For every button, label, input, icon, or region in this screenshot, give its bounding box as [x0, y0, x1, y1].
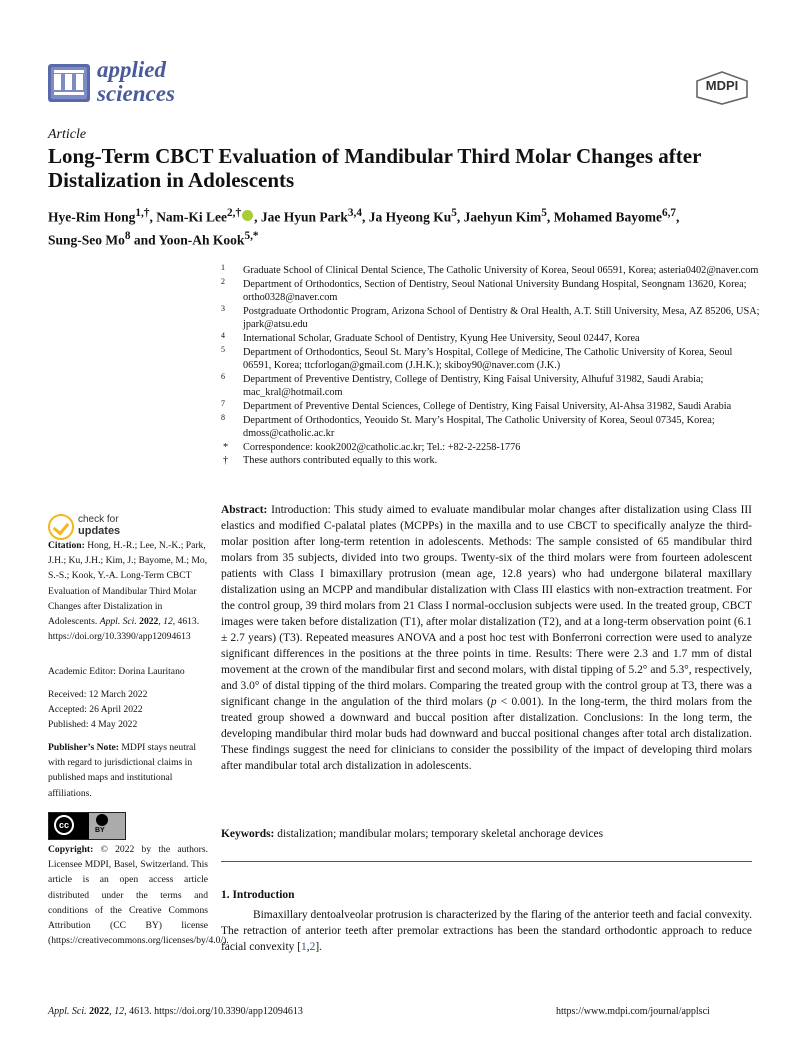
affiliation-number: 2 [221, 276, 225, 286]
author-name: Hye-Rim Hong [48, 209, 136, 225]
citation-journal: Appl. Sci. [99, 616, 137, 628]
author-sup: 3,4 [347, 207, 362, 219]
author-sup: 8 [124, 229, 131, 242]
affiliation-text: International Scholar, Graduate School of Dentistry, Kyung Hee University, Seoul 02447, Korea [243, 332, 640, 344]
affiliation-item [221, 400, 761, 414]
citation-year: 2022 [139, 616, 159, 628]
affiliation-item [221, 305, 761, 332]
check-for-updates-line2: updates [78, 525, 121, 537]
page-title: Long-Term CBCT Evaluation of Mandibular Third Molar Changes after Distalization in Adolescents [48, 144, 702, 192]
affiliations [221, 264, 761, 468]
citation-link-2[interactable]: 2 [309, 941, 316, 953]
author-sup: 1,† [135, 207, 150, 219]
copyright-text: © 2022 by the authors. Licensee MDPI, Basel, Switzerland. This article is an open access article distributed under the terms and conditions of the Creative Commons Attribution (CC BY) license (https://creativecommons.org/licenses/by/4.0/). [48, 844, 229, 947]
affiliation-number: 5 [221, 344, 225, 354]
citation-link-1[interactable]: 1 [301, 941, 307, 953]
affiliation-number: 1 [221, 263, 225, 272]
author-list [48, 204, 748, 249]
author-name: Jae Hyun Park [260, 209, 348, 225]
cc-panel [49, 813, 89, 839]
intro-text-end: ]. [315, 941, 322, 953]
abstract-p-symbol: p [490, 696, 497, 708]
publisher-note-label: Publisher’s Note: [48, 742, 119, 753]
mdpi-logo-icon [693, 70, 751, 106]
affiliation-text: Department of Preventive Dental Sciences, College of Dentistry, King Faisal University, Al-Ahsa 31982, Saudi Arabia [243, 400, 732, 412]
academic-editor: Academic Editor: Dorina Lauritano [48, 666, 185, 677]
affiliation-number: 4 [221, 330, 225, 340]
affiliation-text: Department of Orthodontics, Seoul St. Mary’s Hospital, College of Medicine, The Catholic University of Korea, Seoul 06591, Korea; ttcforlogan@gmail.com (J.H.K.); skiboy90@naver.com (J.K.) [243, 346, 733, 372]
author-name: Nam-Ki Lee [156, 209, 228, 225]
journal-name-line2: sciences [97, 81, 175, 106]
affiliation-item [221, 332, 761, 346]
affiliation-number: 6 [221, 371, 225, 381]
publisher-note [48, 740, 208, 801]
footer-journal: Appl. Sci. [48, 1006, 87, 1017]
footer-year: 2022 [89, 1006, 110, 1017]
author-sep: , [361, 209, 369, 225]
author-sep: , [149, 209, 157, 225]
affiliation-text: Department of Orthodontics, Yeouido St. Mary’s Hospital, The Catholic University of Korea, Seoul 07345, Korea; dmoss@catholic.ac.kr [243, 414, 715, 440]
abstract-label: Abstract: [221, 504, 268, 516]
equal-contribution-note [221, 454, 761, 468]
affiliation-item [221, 373, 761, 400]
keywords-label: Keywords: [221, 828, 275, 840]
author-name: Mohamed Bayome [553, 209, 662, 225]
author-sup: 2,† [227, 207, 242, 219]
check-for-updates-line1: check for [78, 514, 119, 525]
correspondence [221, 441, 761, 455]
affiliation-item [221, 278, 761, 305]
author-name: Sung-Seo Mo [48, 232, 125, 247]
intro-paragraph [221, 907, 752, 955]
cc-label: cc [54, 815, 74, 835]
author-sup: 5 [541, 207, 547, 219]
citation-doi: , 4613. https://doi.org/10.3390/app12094613 [48, 616, 200, 643]
applied-sciences-logo-icon [48, 64, 90, 102]
correspondence-text: Correspondence: kook2002@catholic.ac.kr; Tel.: +82-2-2258-1776 [243, 441, 521, 453]
affiliation-text: Postgraduate Orthodontic Program, Arizona School of Dentistry & Oral Health, A.T. Still University, Mesa, AZ 85206, USA; jpark@atsu.edu [243, 305, 760, 331]
copyright-label: Copyright: [48, 844, 94, 855]
affiliation-text: Department of Orthodontics, Section of Dentistry, Seoul National University Bundang Hospital, Seongnam 13620, Korea; ortho0328@naver.com [243, 278, 747, 304]
published-date: Published: 4 May 2022 [48, 719, 138, 730]
author-sup: 5,* [244, 229, 259, 242]
affiliation-number: 3 [221, 303, 225, 313]
check-for-updates-icon [48, 514, 74, 540]
footer-doi[interactable]: , 4613. https://doi.org/10.3390/app12094613 [124, 1006, 303, 1017]
affiliation-item [221, 346, 761, 373]
citation-volume: 12 [163, 616, 173, 628]
abstract-text-part1: Introduction: This study aimed to evaluate mandibular molar changes after distalization using Class III elastics and modified C-palatal plates (MCPPs) in the maxilla and to use CBCT to specifically analyze the third-molar position after long-term retention in adolescents. Methods: The sample consisted of 65 mandibular third molars from 35 subjects, divided into two groups. Twenty-six of the third molars were from fourteen adolescent patients with Class I bimaxillary protrusion (mean age, 12.8 years) who had undergone bilateral maxillary distalization using an MCPP and mandibular distalization with Class III elastics with non-extraction treatment. For the control group, 39 third molars from 21 Class I normal-occlusion subjects were used. In the treated group, CBCT images were taken before distalization (T1), after molar distalization (T2), and at a long-term observation point (6.1 ± 2.7 years) (T3). Repeated measures ANOVA and a post hoc test with Bonferroni correction were used to analyze significant differences in the positions at the three points in time. Results: There were 2.3 and 1.7 mm of distal movement at the crown of the mandibular first and second molars, with distal tipping of 5.2° and 5.3°, respectively, and 3.0° of distal tipping of the third molars. Comparing the treated group with the control group at T3, there was a significant change in the angulation of the third molars ( [221, 504, 752, 708]
affiliation-number: 7 [221, 398, 225, 408]
footer-journal-url[interactable]: https://www.mdpi.com/journal/applsci [556, 1006, 710, 1017]
keywords-text: distalization; mandibular molars; temporary skeletal anchorage devices [277, 828, 604, 840]
author-name: Jaehyun Kim [463, 209, 542, 225]
affiliation-text: Graduate School of Clinical Dental Science, The Catholic University of Korea, Seoul 06591, Korea; asteria0402@naver.com [243, 265, 759, 276]
author-sep: , [546, 209, 554, 225]
article-type: Article [48, 127, 87, 142]
accepted-date: Accepted: 26 April 2022 [48, 704, 143, 715]
journal-name [97, 58, 175, 106]
citation-block: Citation: Hong, H.-R.; Lee, N.-K.; Park, J.H.; Ku, J.H.; Kim, J.; Bayome, M.; Mo, S.-S.; Kook, Y.-A. Long-Term CBCT Evaluation of Mandibular Third Molar Changes after Distalization in Adolescents. Appl. Sci. 2022, 12, 4613. https://doi.org/10.3390/app12094613 [48, 540, 208, 643]
dagger-symbol: † [223, 455, 229, 467]
author-sep: , [456, 209, 464, 225]
publisher-note-text: MDPI stays neutral with regard to jurisdictional claims in published maps and institutional affiliations. [48, 742, 196, 799]
cc-by-license-icon[interactable] [48, 812, 126, 840]
affiliation-number: 8 [221, 412, 225, 422]
citation-separator: , [306, 941, 310, 953]
keywords [221, 826, 752, 842]
author-sep: , [254, 209, 261, 225]
affiliation-text: Department of Preventive Dentistry, College of Dentistry, King Faisal University, Alhufuf 31982, Saudi Arabia; mac_kral@hotmail.com [243, 373, 704, 399]
abstract-text-part2: < 0.001). In the long-term, the third molars from the treated group showed a downward and buccal position after distalization. Conclusions: In the long term, the developing mandibular third molar buds had downward and buccal positional changes after total arch distalization. These findings suggest the need for clinicians to consider the possibility of the impact of developing third molars after mandibular total arch distalization in adolescents. [221, 696, 752, 772]
equal-contribution-text: These authors contributed equally to this work. [243, 455, 438, 467]
affiliation-item [221, 414, 761, 441]
intro-text: Bimaxillary dentoalveolar protrusion is characterized by the flaring of the anterior teeth and facial convexity. The retraction of anterior teeth after premolar extractions has been the standard orthodontic approach to reduce facial convexity [ [221, 909, 752, 953]
citation-label: Citation: [48, 540, 85, 551]
footer-volume: 12 [114, 1006, 125, 1017]
affiliation-item [221, 264, 761, 278]
received-date: Received: 12 March 2022 [48, 689, 148, 700]
author-name: Ja Hyeong Ku [368, 209, 452, 225]
correspondence-symbol: * [223, 441, 229, 453]
author-sep: and [130, 232, 159, 247]
footer-citation: Appl. Sci. 2022, 12, 4613. https://doi.org/10.3390/app12094613 [48, 1006, 303, 1017]
section-heading: 1. Introduction [221, 889, 295, 901]
orcid-icon[interactable] [242, 210, 253, 221]
citation-text: Hong, H.-R.; Lee, N.-K.; Park, J.H.; Ku, J.H.; Kim, J.; Bayome, M.; Mo, S.-S.; Kook, Y.-A. Long-Term CBCT Evaluation of Mandibular Third Molar Changes after Distalization in Adolescents. [48, 540, 208, 628]
section-divider [221, 861, 752, 862]
author-name: Yoon-Ah Kook [158, 232, 245, 247]
publisher-name: MDPI [705, 78, 739, 93]
author-sup: 6,7 [661, 207, 677, 219]
by-person-icon [96, 814, 108, 826]
copyright-block [48, 842, 229, 948]
author-sup: 5 [451, 207, 457, 219]
by-label: BY [95, 827, 105, 834]
author-sep: , [676, 209, 680, 225]
journal-name-line1: applied [97, 57, 166, 82]
abstract [221, 502, 752, 774]
